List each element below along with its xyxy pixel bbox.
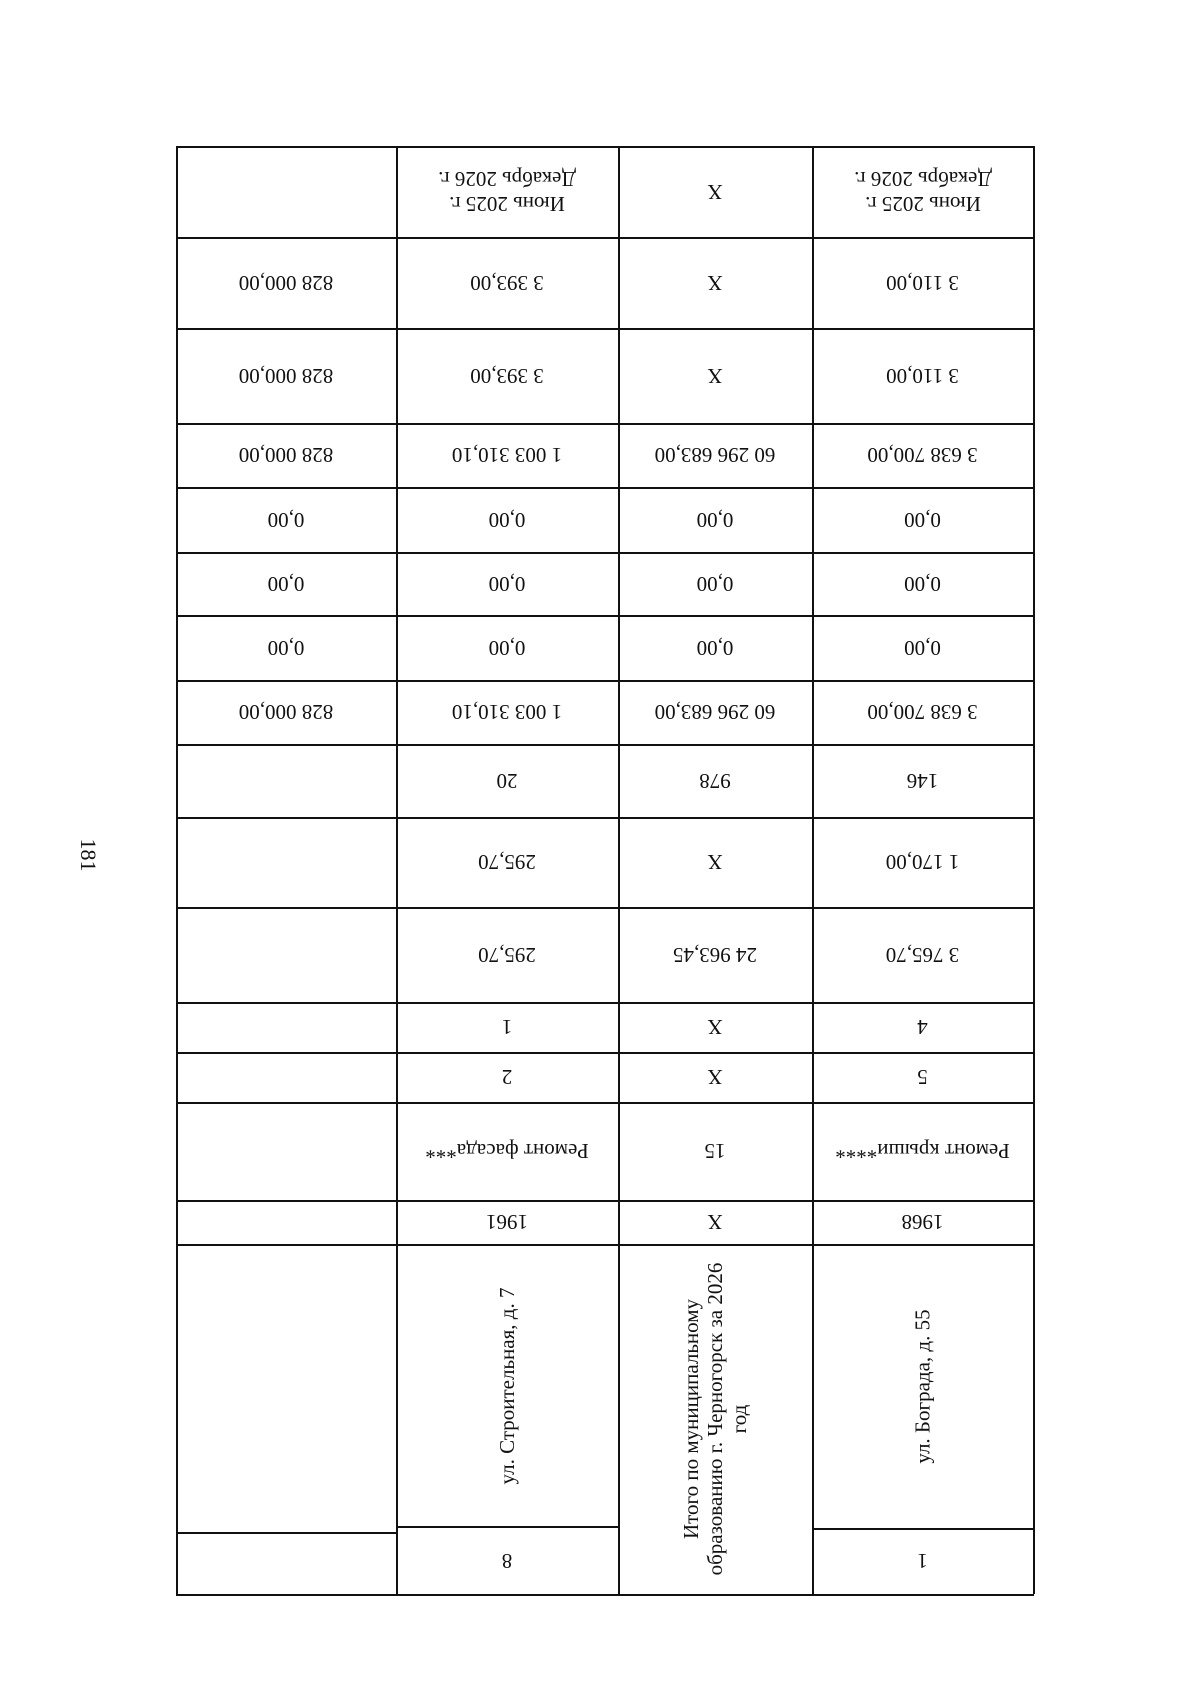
cell-Bograda-55-period: Июнь 2025 г. Декабрь 2026 г.	[853, 167, 992, 216]
cell-Bograda-55-residents: 146	[906, 768, 939, 793]
table-rule	[176, 1594, 1034, 1596]
cell-Stroitelnaya-7-c_c: 0,00	[488, 507, 526, 532]
cell-Bograda-55-c4: 4	[917, 1015, 928, 1040]
cell-total-row-address: Итого по муниципальному образованию г. Черногорск за 2026 год	[678, 1262, 752, 1576]
table-rule	[176, 146, 178, 1594]
table-rule	[1033, 146, 1035, 1594]
cell-Bograda-55-area_2: 1 170,00	[885, 850, 960, 875]
cell-Stroitelnaya-7-period: Июнь 2025 г. Декабрь 2026 г.	[438, 167, 576, 216]
cell-Bograda-55-unit_cost: 3 110,00	[886, 363, 959, 388]
cell-Stroitelnaya-7-unit_cost: 3 393,00	[470, 363, 544, 388]
cell-Bograda-55-address: ул. Бограда, д. 55	[910, 1308, 935, 1464]
cell-Bograda-55-c_b: 0,00	[904, 571, 941, 596]
cell-total-row-c5: Х	[707, 1065, 723, 1090]
cell-partial-row-c_b: 0,00	[267, 571, 305, 596]
cell-total-row-area_2: Х	[707, 850, 723, 875]
cell-Stroitelnaya-7-limit_cost: 3 393,00	[470, 270, 544, 295]
cell-partial-row-period	[211, 148, 361, 235]
cell-Bograda-55-cost_2: 3 638 700,00	[867, 443, 978, 468]
cell-total-row-year: Х	[707, 1210, 723, 1235]
cell-Bograda-55-c5: 5	[917, 1065, 928, 1090]
cell-Stroitelnaya-7-area_2: 295,70	[478, 850, 536, 875]
cell-partial-row-work	[182, 1104, 390, 1198]
cell-Stroitelnaya-7-number: 8	[501, 1549, 513, 1574]
table-rule	[396, 1526, 618, 1528]
cell-partial-row-year	[182, 1202, 390, 1242]
cell-total-row-c_c: 0,00	[696, 507, 734, 532]
cell-partial-row-unit_cost: 828 000,00	[238, 363, 334, 388]
cell-Bograda-55-number: 1	[917, 1549, 928, 1574]
cell-total-row-c_a: 0,00	[696, 635, 734, 660]
cell-Stroitelnaya-7-area_total: 295,70	[478, 942, 536, 967]
cell-Stroitelnaya-7-residents: 20	[496, 768, 518, 793]
cell-Stroitelnaya-7-cost_2: 1 003 310,10	[451, 443, 563, 468]
page-number: 181	[76, 838, 101, 872]
cell-partial-row-c5	[182, 1054, 390, 1100]
cell-partial-row-address	[186, 1254, 386, 1518]
cell-total-row-period: Х	[707, 179, 723, 204]
cell-total-row-cost_total: 60 296 683,00	[654, 700, 776, 725]
cell-partial-row-limit_cost: 828 000,00	[238, 270, 334, 295]
cell-Stroitelnaya-7-address: ул. Строительная, д. 7	[494, 1287, 519, 1485]
cell-partial-row-area_total	[182, 909, 390, 1000]
cell-partial-row-area_2	[182, 819, 390, 905]
cell-total-row-residents: 978	[699, 768, 731, 793]
cell-total-row-c_b: 0,00	[696, 571, 734, 596]
cell-total-row-area_total: 24 963,45	[673, 942, 757, 967]
cell-partial-row-residents	[182, 746, 390, 815]
cell-total-row-limit_cost: Х	[707, 270, 723, 295]
cell-partial-row-c_c: 0,00	[267, 507, 305, 532]
cell-Stroitelnaya-7-year: 1961	[486, 1210, 528, 1235]
table-rule	[396, 146, 398, 1594]
cell-Bograda-55-limit_cost: 3 110,00	[886, 270, 959, 295]
cell-total-row-c4: Х	[707, 1015, 723, 1040]
cell-Stroitelnaya-7-c_b: 0,00	[488, 571, 526, 596]
cell-Bograda-55-area_total: 3 765,70	[885, 942, 960, 967]
cell-Stroitelnaya-7-work: Ремонт фасада***	[425, 1139, 589, 1164]
cell-Stroitelnaya-7-c5: 2	[501, 1065, 513, 1090]
cell-Bograda-55-cost_total: 3 638 700,00	[867, 700, 978, 725]
cell-Bograda-55-c_a: 0,00	[904, 635, 941, 660]
cell-Stroitelnaya-7-c4: 1	[501, 1015, 513, 1040]
cell-Bograda-55-c_c: 0,00	[904, 507, 941, 532]
cell-Bograda-55-work: Ремонт крыши****	[835, 1139, 1010, 1164]
table-rule	[618, 146, 620, 1594]
cell-partial-row-cost_2: 828 000,00	[238, 443, 334, 468]
table-rule	[176, 1244, 1034, 1246]
cell-partial-row-c_a: 0,00	[267, 635, 305, 660]
cell-Stroitelnaya-7-c_a: 0,00	[488, 635, 526, 660]
cell-total-row-unit_cost: Х	[707, 363, 723, 388]
table-rule	[812, 146, 814, 1594]
cell-total-row-cost_2: 60 296 683,00	[654, 443, 776, 468]
cell-partial-row-cost_total: 828 000,00	[238, 700, 334, 725]
cell-partial-row-number	[182, 1530, 390, 1592]
cell-partial-row-c4	[182, 1004, 390, 1050]
cell-Stroitelnaya-7-cost_total: 1 003 310,10	[451, 700, 563, 725]
cell-total-row-work: 15	[704, 1139, 726, 1164]
cell-Bograda-55-year: 1968	[901, 1210, 944, 1235]
